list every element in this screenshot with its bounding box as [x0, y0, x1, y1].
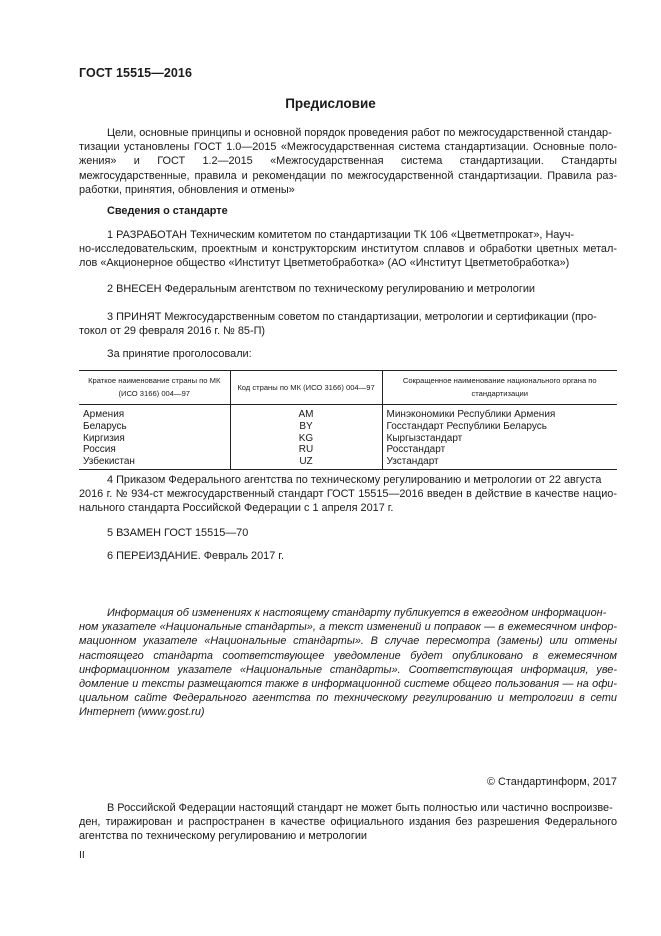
item-3-first-line: 3 ПРИНЯТ Межгосударственным советом по стандартизации, метрологии и сертификации (про- — [107, 311, 597, 323]
table-row — [79, 405, 617, 421]
country-code: AM — [230, 405, 382, 421]
country-code: RU — [230, 444, 382, 456]
changes-notice-first-line: Информация об изменениях к настоящему стандарту публикуется в ежегодном информацион- — [107, 607, 607, 619]
reproduction-notice-rest: ден, тиражирован и распространен в качестве официального издания без разрешения Федерального агентства по техническому регулированию и метрологии — [79, 816, 617, 843]
copyright: © Стандартинформ, 2017 — [486, 776, 617, 788]
standard-info-heading: Сведения о стандарте — [107, 205, 228, 217]
country-name: Киргизия — [83, 432, 125, 444]
reproduction-notice-first-line: В Российской Федерации настоящий стандарт не может быть полностью или частично воспроизве- — [107, 802, 613, 814]
changes-notice-rest: ном указателе «Национальные стандарты», а текст изменений и поправок — в ежемесячном информационном указателе «Национальные стандарты». В случае пересмотра (замены) или отмены настоящего стандарта соответствующее уведомление будет опубликовано в ежемесячном информационном указателе «Национальные стандарты». Соответствующая информация, уведомление и тексты размещаются также в информационной системе общего пользования — на официальном сайте Федерального агентства по техническому регулированию и метрологии в сети Интернет (www.gost.ru) — [79, 621, 617, 719]
item-4-order — [79, 473, 617, 516]
standards-body: Кыргызстандарт — [382, 433, 617, 445]
item-3-rest: токол от 29 февраля 2016 г. № 85-П) — [79, 325, 266, 338]
table-row — [79, 456, 617, 469]
standards-body: Минэкономики Республики Армения — [382, 405, 617, 421]
item-4-rest: 2016 г. № 934-ст межгосударственный стандарт ГОСТ 15515—2016 введен в действие в качестве национального стандарта Российской Федерации с 1 апреля 2017 г. — [79, 488, 617, 515]
table-row — [79, 433, 617, 445]
page-number: II — [79, 849, 85, 861]
changes-notice — [79, 606, 617, 720]
voted-label: За принятие проголосовали: — [107, 348, 252, 360]
header-country-name: Краткое наименование страны по МК (ИСО 3166) 004—97 — [79, 371, 230, 405]
country-code: BY — [230, 421, 382, 433]
item-2-introduced-by: 2 ВНЕСЕН Федеральным агентством по техническому регулированию и метрологии — [107, 283, 535, 295]
country-code: KG — [230, 433, 382, 445]
country-code: UZ — [230, 456, 382, 469]
country-name: Армения — [83, 409, 125, 420]
item-1-rest: но-исследовательским, проектным и конструкторским институтом сплавов и обработки цветных металлов «Акционерное общество «Институт Цветметобработка» (АО «Институт Цветметобработка») — [79, 243, 617, 270]
item-6-reissue: 6 ПЕРЕИЗДАНИЕ. Февраль 2017 г. — [107, 550, 284, 562]
header-country-code: Код страны по МК (ИСО 3166) 004—97 — [230, 371, 382, 405]
table-row — [79, 444, 617, 456]
votes-table-header-row — [79, 371, 617, 405]
item-1-first-line: 1 РАЗРАБОТАН Техническим комитетом по стандартизации ТК 106 «Цветметпрокат», Науч- — [107, 229, 574, 241]
table-row — [79, 421, 617, 433]
preface-title: Предисловие — [285, 96, 376, 111]
preface-intro — [79, 126, 617, 197]
item-4-first-line: 4 Приказом Федерального агентства по техническому регулированию и метрологии от 22 августа — [107, 474, 602, 486]
standards-body: Госстандарт Республики Беларусь — [382, 421, 617, 433]
reproduction-notice — [79, 801, 617, 844]
country-name: Россия — [83, 444, 116, 456]
preface-intro-first-line: Цели, основные принципы и основной порядок проведения работ по межгосударственной стандар- — [107, 127, 612, 139]
item-3-adopted-by — [79, 310, 617, 338]
item-1-developed-by — [79, 228, 617, 271]
standards-body: Росстандарт — [382, 444, 617, 456]
header-standards-body: Сокращенное наименование национального органа по стандартизации — [382, 371, 617, 405]
country-name: Беларусь — [83, 420, 127, 432]
document-code: ГОСТ 15515—2016 — [79, 66, 193, 80]
item-5-replaces: 5 ВЗАМЕН ГОСТ 15515—70 — [107, 527, 249, 539]
standards-body: Узстандарт — [382, 456, 617, 469]
votes-table — [79, 370, 617, 470]
country-name: Узбекистан — [79, 456, 230, 469]
preface-intro-rest: тизации установлены ГОСТ 1.0—2015 «Межгосударственная система стандартизации. Основные положения» и ГОСТ 1.2—2015 «Межгосударственная система стандартизации. Стандарты межгосударственные, правила и рекомендации по межгосударственной стандартизации. Правила разработки, принятия, обновления и отмены» — [79, 141, 617, 196]
